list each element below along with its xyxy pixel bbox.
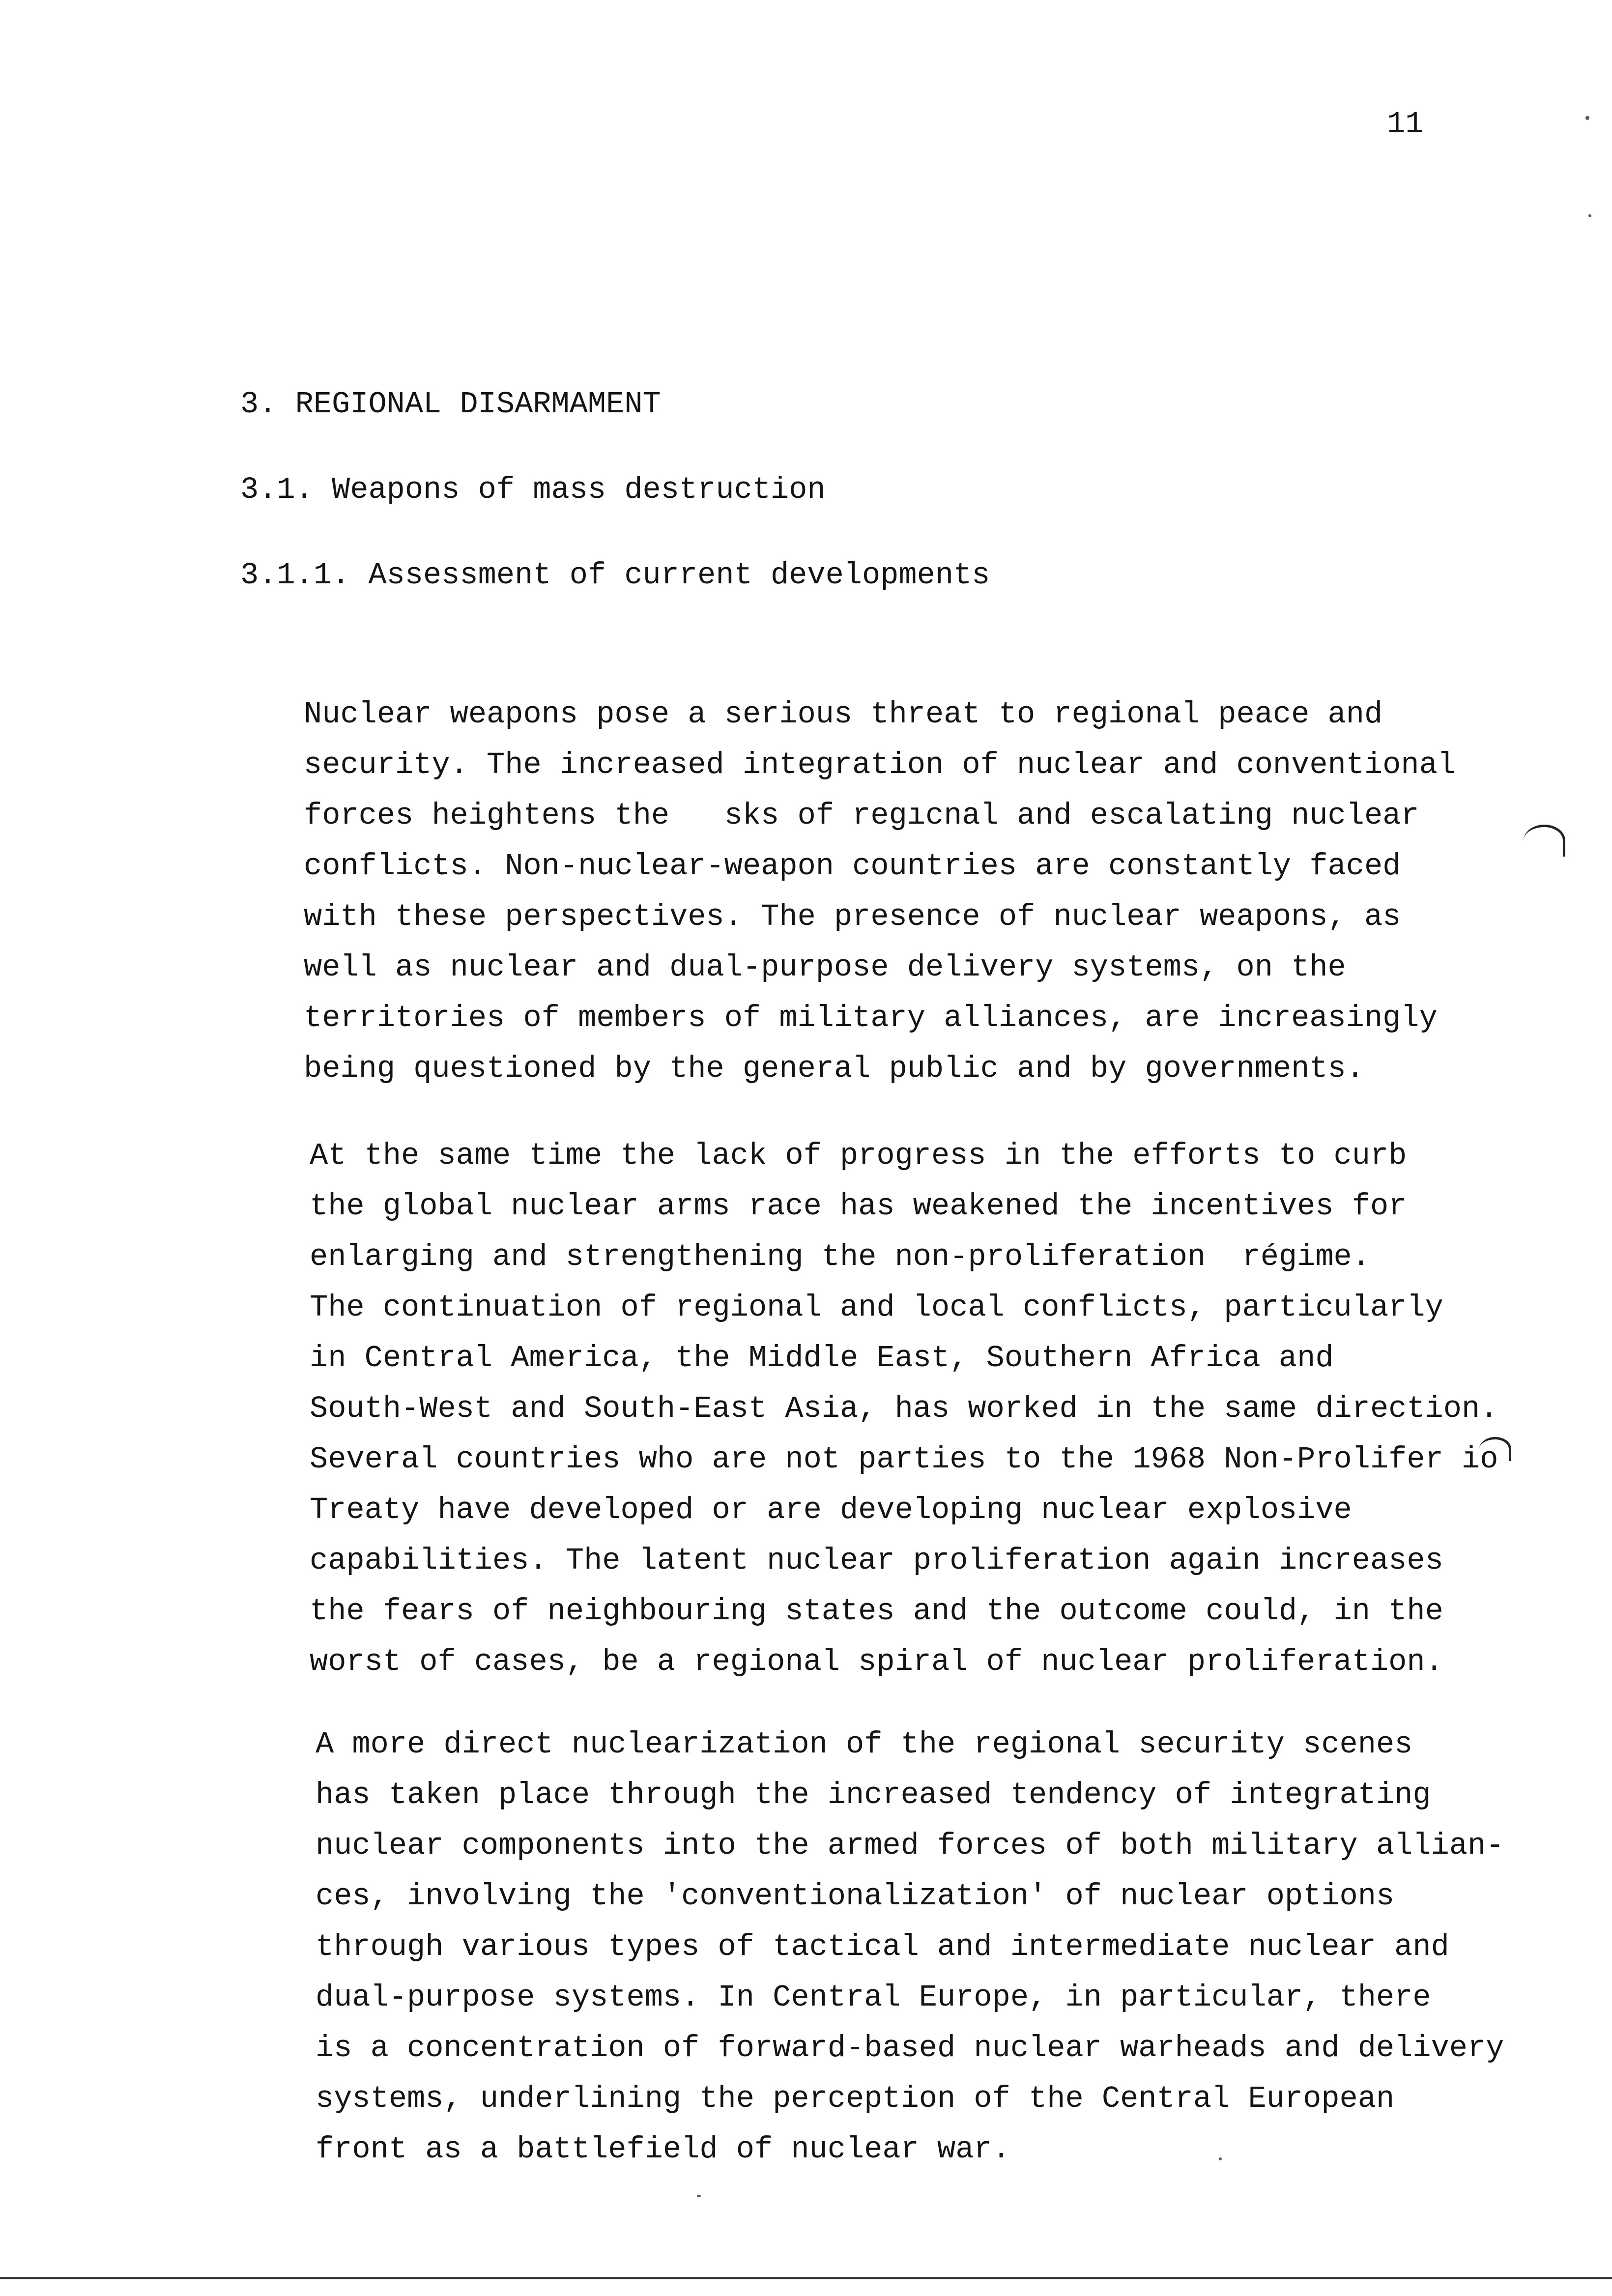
text-line: worst of cases, be a regional spiral of nuclear proliferation. bbox=[310, 1644, 1443, 1679]
text-line: the global nuclear arms race has weakened the incentives for bbox=[310, 1189, 1407, 1224]
text-line: is a concentration of forward-based nuclear warheads and delivery bbox=[316, 2031, 1504, 2066]
text-line: in Central America, the Middle East, Southern Africa and bbox=[310, 1341, 1334, 1376]
text-line: systems, underlining the perception of the Central European bbox=[316, 2081, 1395, 2116]
text-line: At the same time the lack of progress in the efforts to curb bbox=[310, 1138, 1407, 1173]
text-line: with these perspectives. The presence of nuclear weapons, as bbox=[304, 899, 1401, 934]
text-line: the fears of neighbouring states and the outcome could, in the bbox=[310, 1594, 1443, 1629]
text-line: South-West and South-East Asia, has worked in the same direction. bbox=[310, 1391, 1498, 1426]
text-line: dual-purpose systems. In Central Europe, in particular, there bbox=[316, 1980, 1431, 2015]
text-line: well as nuclear and dual-purpose delivery systems, on the bbox=[304, 950, 1346, 985]
text-line: forces heightens the sks of regıcnal and escalating nuclear bbox=[304, 798, 1419, 833]
bottom-rule bbox=[0, 2277, 1612, 2279]
scan-speck-icon bbox=[1588, 214, 1591, 217]
subsection-heading: 3.1. Weapons of mass destruction bbox=[240, 472, 826, 507]
scan-mark-icon bbox=[1479, 1437, 1511, 1461]
text-line: being questioned by the general public and by governments. bbox=[304, 1051, 1364, 1086]
scan-speck-icon bbox=[697, 2195, 701, 2197]
text-line: A more direct nuclearization of the regional security scenes bbox=[316, 1727, 1413, 1762]
scan-speck-icon bbox=[1585, 116, 1589, 120]
text-line: nuclear components into the armed forces of both military allian- bbox=[316, 1828, 1504, 1863]
text-line: capabilities. The latent nuclear proliferation again increases bbox=[310, 1543, 1443, 1578]
text-line: conflicts. Non-nuclear-weapon countries are constantly faced bbox=[304, 849, 1401, 884]
text-line: Several countries who are not parties to the 1968 Non-Prolifer io bbox=[310, 1442, 1498, 1477]
paragraph-1 bbox=[304, 689, 1456, 1094]
paragraph-3 bbox=[316, 1719, 1504, 2175]
scan-speck-icon bbox=[1219, 2157, 1222, 2160]
page-number: 11 bbox=[1387, 107, 1424, 142]
text-line: enlarging and strengthening the non-proliferation régime. bbox=[310, 1239, 1370, 1274]
text-line: security. The increased integration of nuclear and conventional bbox=[304, 747, 1456, 782]
text-line: The continuation of regional and local conflicts, particularly bbox=[310, 1290, 1443, 1325]
text-line: has taken place through the increased tendency of integrating bbox=[316, 1778, 1431, 1812]
text-line: territories of members of military alliances, are increasingly bbox=[304, 1001, 1438, 1035]
text-line: ces, involving the 'conventionalization' of nuclear options bbox=[316, 1879, 1395, 1914]
text-line: through various types of tactical and intermediate nuclear and bbox=[316, 1929, 1449, 1964]
text-line: Treaty have developed or are developing nuclear explosive bbox=[310, 1492, 1352, 1527]
text-line: front as a battlefield of nuclear war. bbox=[316, 2132, 1010, 2167]
scan-mark-icon bbox=[1524, 825, 1565, 857]
paragraph-2 bbox=[310, 1130, 1498, 1687]
section-heading: 3. REGIONAL DISARMAMENT bbox=[240, 387, 661, 422]
subsubsection-heading: 3.1.1. Assessment of current developments bbox=[240, 558, 990, 593]
text-line: Nuclear weapons pose a serious threat to regional peace and bbox=[304, 697, 1383, 732]
